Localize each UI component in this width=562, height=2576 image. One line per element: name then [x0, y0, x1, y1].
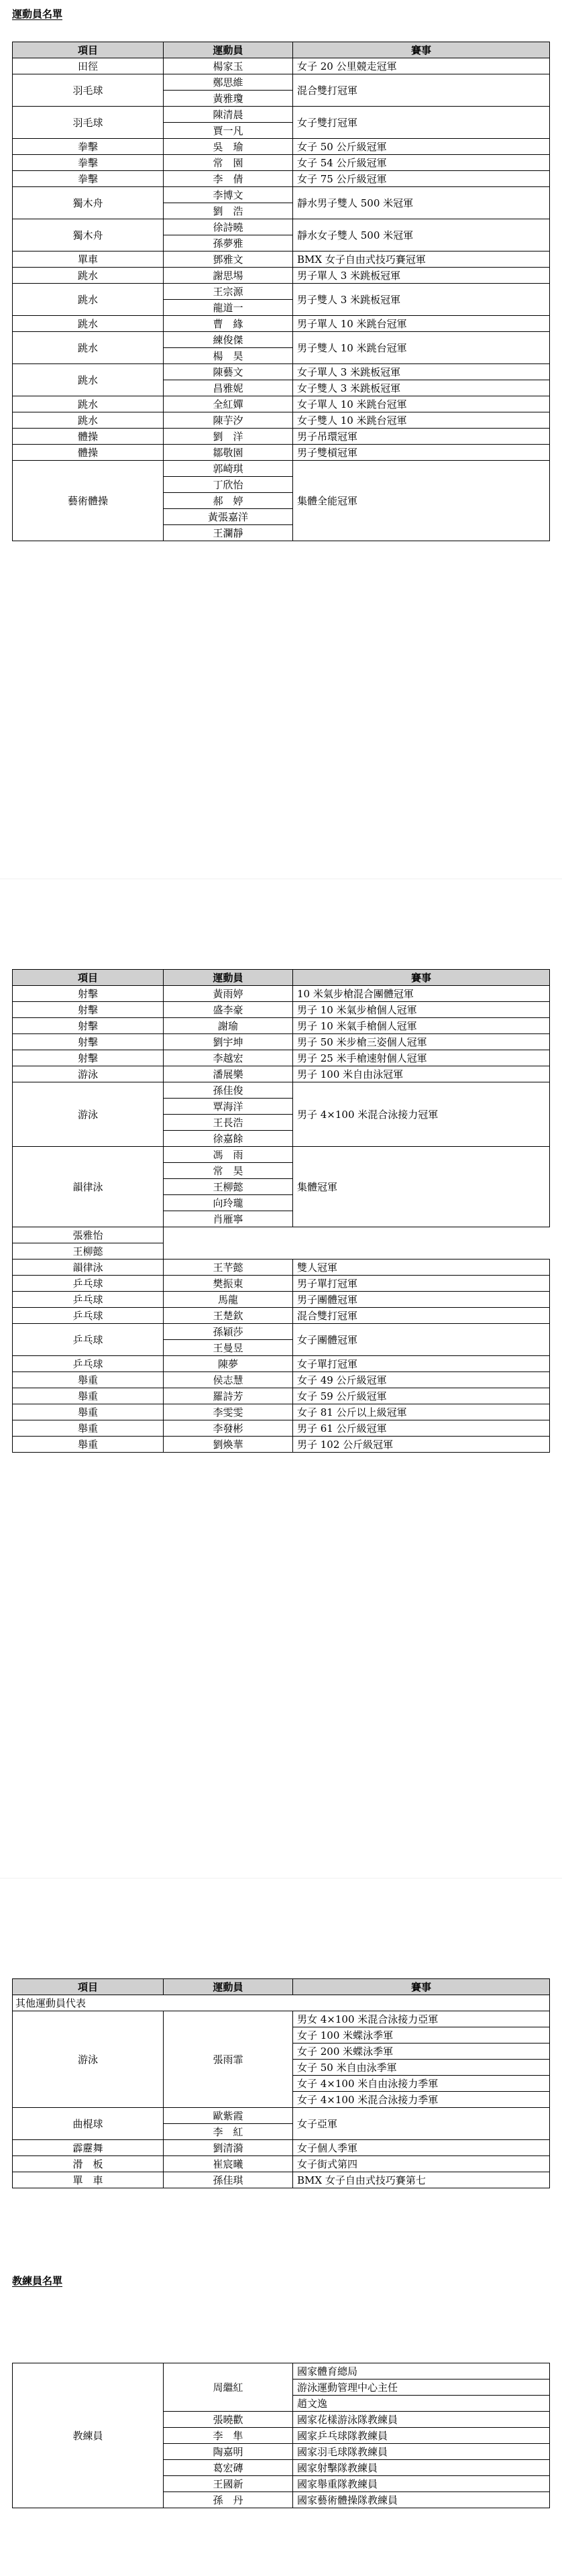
athlete-cell: 馬龍 [164, 1292, 293, 1308]
event-cell: 男子雙槓冠軍 [293, 445, 550, 461]
event-cell: 女子 20 公里競走冠軍 [293, 58, 550, 74]
athlete-cell: 楊家玉 [164, 58, 293, 74]
sport-cell: 乒乓球 [13, 1308, 164, 1324]
event-cell: 女子單人 3 米跳板冠軍 [293, 364, 550, 380]
event-cell: 女子單人 10 米跳台冠軍 [293, 396, 550, 412]
athlete-cell: 王曼昱 [164, 1340, 293, 1356]
sport-cell: 跳水 [13, 332, 164, 364]
table-row [13, 155, 550, 171]
athlete-cell: 龍道一 [164, 300, 293, 316]
event-cell: 國家羽毛球隊教練員 [293, 2444, 550, 2460]
athlete-cell: 盛李豪 [164, 1002, 293, 1018]
column-header: 項目 [13, 1979, 164, 1995]
sport-cell: 乒乓球 [13, 1356, 164, 1372]
column-header: 項目 [13, 42, 164, 58]
athlete-cell: 孫 丹 [164, 2492, 293, 2508]
sport-cell: 體操 [13, 429, 164, 445]
table-subheader-row [13, 1995, 550, 2011]
table-row [13, 1050, 550, 1066]
table-header-row [13, 970, 550, 986]
event-cell: 靜水女子雙人 500 米冠軍 [293, 219, 550, 251]
event-cell: 雙人冠軍 [293, 1259, 550, 1276]
table-row [13, 107, 550, 123]
event-cell: 集體全能冠軍 [293, 461, 550, 541]
sport-cell: 射擊 [13, 986, 164, 1002]
event-cell: 男子吊環冠軍 [293, 429, 550, 445]
event-cell: 男子雙人 10 米跳台冠軍 [293, 332, 550, 364]
athlete-cell: 練俊傑 [164, 332, 293, 348]
table-row [13, 2108, 550, 2124]
event-cell: 女子團體冠軍 [293, 1324, 550, 1356]
event-cell: 集體冠軍 [293, 1147, 550, 1227]
athlete-cell: 王芊懿 [164, 1259, 293, 1276]
event-cell: 女子 54 公斤級冠軍 [293, 155, 550, 171]
sport-cell: 跳水 [13, 316, 164, 332]
table-row [13, 2011, 550, 2027]
table-row [13, 1276, 550, 1292]
sport-cell: 體操 [13, 445, 164, 461]
table-row [13, 364, 550, 380]
athlete-table-2 [12, 969, 550, 1453]
event-cell: 國家體育總局 [293, 2363, 550, 2379]
athlete-cell: 李 紅 [164, 2124, 293, 2140]
sport-cell: 羽毛球 [13, 107, 164, 139]
event-cell: BMX 女子自由式技巧賽第七 [293, 2172, 550, 2188]
athlete-list-title: 運動員名單 [12, 8, 63, 20]
sport-cell: 韻律泳 [13, 1259, 164, 1276]
table-row [13, 219, 550, 235]
sport-cell: 跳水 [13, 412, 164, 429]
athlete-cell: 李雯雯 [164, 1404, 293, 1420]
event-cell: 女子 200 米蝶泳季軍 [293, 2043, 550, 2060]
table-row [13, 2172, 550, 2188]
athlete-cell: 葛宏磚 [164, 2460, 293, 2476]
athlete-cell: 徐嘉餘 [164, 1131, 293, 1147]
table-header-row [13, 1979, 550, 1995]
event-cell: 女子雙人 10 米跳台冠軍 [293, 412, 550, 429]
athlete-cell: 劉宇坤 [164, 1034, 293, 1050]
athlete-cell: 王柳懿 [164, 1179, 293, 1195]
athlete-cell: 劉 洋 [164, 429, 293, 445]
column-header: 運動員 [164, 42, 293, 58]
event-cell: 男子 25 米手槍速射個人冠軍 [293, 1050, 550, 1066]
table-row [13, 396, 550, 412]
athlete-cell: 劉清漪 [164, 2140, 293, 2156]
event-cell: 男子 4×100 米混合泳接力冠軍 [293, 1082, 550, 1147]
table-row [13, 461, 550, 477]
sport-cell: 射擊 [13, 1018, 164, 1034]
table-row [13, 1147, 550, 1163]
athlete-cell: 鄭思維 [164, 74, 293, 91]
athlete-cell: 李越宏 [164, 1050, 293, 1066]
sport-cell: 乒乓球 [13, 1276, 164, 1292]
sport-cell: 游泳 [13, 1082, 164, 1147]
athlete-table-3 [12, 1978, 550, 2188]
athlete-cell: 楊 昊 [164, 348, 293, 364]
athlete-cell: 王長浩 [164, 1115, 293, 1131]
athlete-cell: 鄧雅文 [164, 251, 293, 268]
athlete-cell: 王國新 [164, 2476, 293, 2492]
event-cell: 男子單人 10 米跳台冠軍 [293, 316, 550, 332]
sport-cell: 射擊 [13, 1002, 164, 1018]
table-row [13, 1243, 550, 1259]
column-header: 賽事 [293, 42, 550, 58]
event-cell: 10 米氣步槍混合團體冠軍 [293, 986, 550, 1002]
athlete-cell: 賈一凡 [164, 123, 293, 139]
table-row [13, 1372, 550, 1388]
table-row [13, 1066, 550, 1082]
athlete-cell: 馮 雨 [164, 1147, 293, 1163]
athlete-cell: 黃雨婷 [164, 986, 293, 1002]
table-row [13, 2156, 550, 2172]
table-header-row [13, 42, 550, 58]
athlete-cell: 張曉歡 [164, 2412, 293, 2428]
table-row [13, 1034, 550, 1050]
athlete-cell: 張雨霏 [164, 2011, 293, 2108]
event-cell: 女子 75 公斤級冠軍 [293, 171, 550, 187]
sport-cell: 游泳 [13, 2011, 164, 2108]
athlete-cell: 李博文 [164, 187, 293, 203]
athlete-cell: 黃張嘉洋 [164, 509, 293, 525]
table-row [13, 1259, 550, 1276]
table-row [13, 2140, 550, 2156]
athlete-cell: 陳藝文 [164, 364, 293, 380]
athlete-cell: 孫穎莎 [164, 1324, 293, 1340]
athlete-cell: 昌雅妮 [164, 380, 293, 396]
athlete-cell: 孫夢雅 [164, 235, 293, 251]
event-cell: 男子 100 米自由泳冠軍 [293, 1066, 550, 1082]
athlete-cell: 陳夢 [164, 1356, 293, 1372]
athlete-cell: 陳清晨 [164, 107, 293, 123]
table-row [13, 429, 550, 445]
event-cell: 女子 4×100 米混合泳接力季軍 [293, 2092, 550, 2108]
event-cell: 女子個人季軍 [293, 2140, 550, 2156]
athlete-cell: 羅詩芳 [164, 1388, 293, 1404]
athlete-cell: 郝 婷 [164, 493, 293, 509]
event-cell: 混合雙打冠軍 [293, 74, 550, 107]
table-row [13, 445, 550, 461]
event-cell: 女子雙打冠軍 [293, 107, 550, 139]
sport-cell: 跳水 [13, 268, 164, 284]
sport-cell: 藝術體操 [13, 461, 164, 541]
sport-cell: 拳擊 [13, 155, 164, 171]
table-row [13, 268, 550, 284]
sport-cell: 拳擊 [13, 171, 164, 187]
sport-cell: 教練員 [13, 2363, 164, 2508]
table-row [13, 1437, 550, 1453]
event-cell: 男子 50 米步槍三姿個人冠軍 [293, 1034, 550, 1050]
athlete-cell: 李 隼 [164, 2428, 293, 2444]
sport-cell: 跳水 [13, 364, 164, 396]
event-cell: 游泳運動管理中心主任 [293, 2379, 550, 2396]
column-header: 項目 [13, 970, 164, 986]
athlete-cell: 黃雅瓊 [164, 91, 293, 107]
athlete-cell: 吳 瑜 [164, 139, 293, 155]
table-row [13, 1018, 550, 1034]
sport-cell: 游泳 [13, 1066, 164, 1082]
sport-cell: 拳擊 [13, 139, 164, 155]
athlete-cell: 向玲瓏 [164, 1195, 293, 1211]
column-header: 賽事 [293, 1979, 550, 1995]
sport-cell: 跳水 [13, 396, 164, 412]
table-row [13, 58, 550, 74]
athlete-cell: 徐詩曉 [164, 219, 293, 235]
athlete-cell: 王楚欽 [164, 1308, 293, 1324]
sport-cell: 單車 [13, 251, 164, 268]
event-cell: 男子 102 公斤級冠軍 [293, 1437, 550, 1453]
event-cell: 女子亞軍 [293, 2108, 550, 2140]
event-cell: 女子 59 公斤級冠軍 [293, 1388, 550, 1404]
sport-cell: 單 車 [13, 2172, 164, 2188]
event-cell: 男女 4×100 米混合泳接力亞軍 [293, 2011, 550, 2027]
table-row [13, 139, 550, 155]
event-cell: 女子 50 米自由泳季軍 [293, 2060, 550, 2076]
table-row [13, 2363, 550, 2379]
athlete-cell: 劉煥華 [164, 1437, 293, 1453]
table-row [13, 316, 550, 332]
sport-cell: 韻律泳 [13, 1147, 164, 1227]
sport-cell: 跳水 [13, 284, 164, 316]
column-header: 賽事 [293, 970, 550, 986]
athlete-cell: 陶嘉明 [164, 2444, 293, 2460]
event-cell: 男子單打冠軍 [293, 1276, 550, 1292]
athlete-cell: 鄒敬園 [164, 445, 293, 461]
event-cell: 國家舉重隊教練員 [293, 2476, 550, 2492]
column-header: 運動員 [164, 1979, 293, 1995]
event-cell: 女子 100 米蝶泳季軍 [293, 2027, 550, 2043]
sport-cell: 張雅怡 [13, 1227, 164, 1243]
event-cell: 靜水男子雙人 500 米冠軍 [293, 187, 550, 219]
athlete-cell: 丁欣怡 [164, 477, 293, 493]
event-cell: 女子 81 公斤以上級冠軍 [293, 1404, 550, 1420]
athlete-cell: 李發彬 [164, 1420, 293, 1437]
sport-cell: 曲棍球 [13, 2108, 164, 2140]
event-cell: 國家射擊隊教練員 [293, 2460, 550, 2476]
sport-cell: 獨木舟 [13, 187, 164, 219]
athlete-cell: 謝瑜 [164, 1018, 293, 1034]
subheader-cell: 其他運動員代表 [13, 1995, 550, 2011]
sport-cell: 王柳懿 [13, 1243, 164, 1259]
event-cell: 國家藝術體操隊教練員 [293, 2492, 550, 2508]
event-cell: 趙文逸 [293, 2396, 550, 2412]
sport-cell: 乒乓球 [13, 1292, 164, 1308]
event-cell: 男子 10 米氣步槍個人冠軍 [293, 1002, 550, 1018]
sport-cell: 乒乓球 [13, 1324, 164, 1356]
sport-cell: 獨木舟 [13, 219, 164, 251]
column-header: 運動員 [164, 970, 293, 986]
athlete-cell: 潘展樂 [164, 1066, 293, 1082]
table-row [13, 171, 550, 187]
athlete-cell: 肖雁寧 [164, 1211, 293, 1227]
sport-cell: 霹靂舞 [13, 2140, 164, 2156]
coach-table [12, 2363, 550, 2508]
athlete-cell: 王瀾靜 [164, 525, 293, 541]
athlete-cell: 常 園 [164, 155, 293, 171]
sport-cell: 舉重 [13, 1437, 164, 1453]
athlete-cell: 侯志慧 [164, 1372, 293, 1388]
sport-cell: 舉重 [13, 1420, 164, 1437]
athlete-cell: 全紅嬋 [164, 396, 293, 412]
event-cell: 女子 50 公斤級冠軍 [293, 139, 550, 155]
athlete-cell: 覃海洋 [164, 1099, 293, 1115]
athlete-cell: 劉 浩 [164, 203, 293, 219]
table-row [13, 1227, 550, 1243]
table-row [13, 187, 550, 203]
table-row [13, 1420, 550, 1437]
athlete-cell: 孫佳琪 [164, 2172, 293, 2188]
sport-cell: 射擊 [13, 1050, 164, 1066]
athlete-cell: 曹 緣 [164, 316, 293, 332]
table-row [13, 986, 550, 1002]
event-cell: 女子單打冠軍 [293, 1356, 550, 1372]
table-row [13, 74, 550, 91]
athlete-cell: 崔宸曦 [164, 2156, 293, 2172]
event-cell: 男子團體冠軍 [293, 1292, 550, 1308]
athlete-cell: 謝思埸 [164, 268, 293, 284]
athlete-cell: 王宗源 [164, 284, 293, 300]
event-cell: BMX 女子自由式技巧賽冠軍 [293, 251, 550, 268]
athlete-cell: 歐紫霞 [164, 2108, 293, 2124]
athlete-cell: 樊振東 [164, 1276, 293, 1292]
event-cell: 女子 4×100 米自由泳接力季軍 [293, 2076, 550, 2092]
event-cell: 男子單人 3 米跳板冠軍 [293, 268, 550, 284]
athlete-cell: 陳芋汐 [164, 412, 293, 429]
athlete-cell: 李 倩 [164, 171, 293, 187]
page-divider [0, 1878, 562, 1879]
event-cell: 女子雙人 3 米跳板冠軍 [293, 380, 550, 396]
athlete-cell: 常 昊 [164, 1163, 293, 1179]
sport-cell: 滑 板 [13, 2156, 164, 2172]
athlete-cell: 郭崎琪 [164, 461, 293, 477]
table-row [13, 332, 550, 348]
sport-cell: 舉重 [13, 1404, 164, 1420]
event-cell: 國家花樣游泳隊教練員 [293, 2412, 550, 2428]
event-cell: 女子街式第四 [293, 2156, 550, 2172]
athlete-cell: 周繼紅 [164, 2363, 293, 2412]
sport-cell: 田徑 [13, 58, 164, 74]
sport-cell: 舉重 [13, 1372, 164, 1388]
event-cell: 男子 10 米氣手槍個人冠軍 [293, 1018, 550, 1034]
sport-cell: 舉重 [13, 1388, 164, 1404]
sport-cell: 射擊 [13, 1034, 164, 1050]
event-cell: 男子雙人 3 米跳板冠軍 [293, 284, 550, 316]
athlete-cell: 孫佳俊 [164, 1082, 293, 1099]
coach-list-title: 教練員名單 [12, 2275, 63, 2287]
event-cell: 國家乒乓球隊教練員 [293, 2428, 550, 2444]
event-cell: 男子 61 公斤級冠軍 [293, 1420, 550, 1437]
table-row [13, 251, 550, 268]
sport-cell: 羽毛球 [13, 74, 164, 107]
table-row [13, 1388, 550, 1404]
athlete-table-1 [12, 42, 550, 541]
table-row [13, 284, 550, 300]
table-row [13, 1404, 550, 1420]
event-cell: 女子 49 公斤級冠軍 [293, 1372, 550, 1388]
event-cell: 混合雙打冠軍 [293, 1308, 550, 1324]
